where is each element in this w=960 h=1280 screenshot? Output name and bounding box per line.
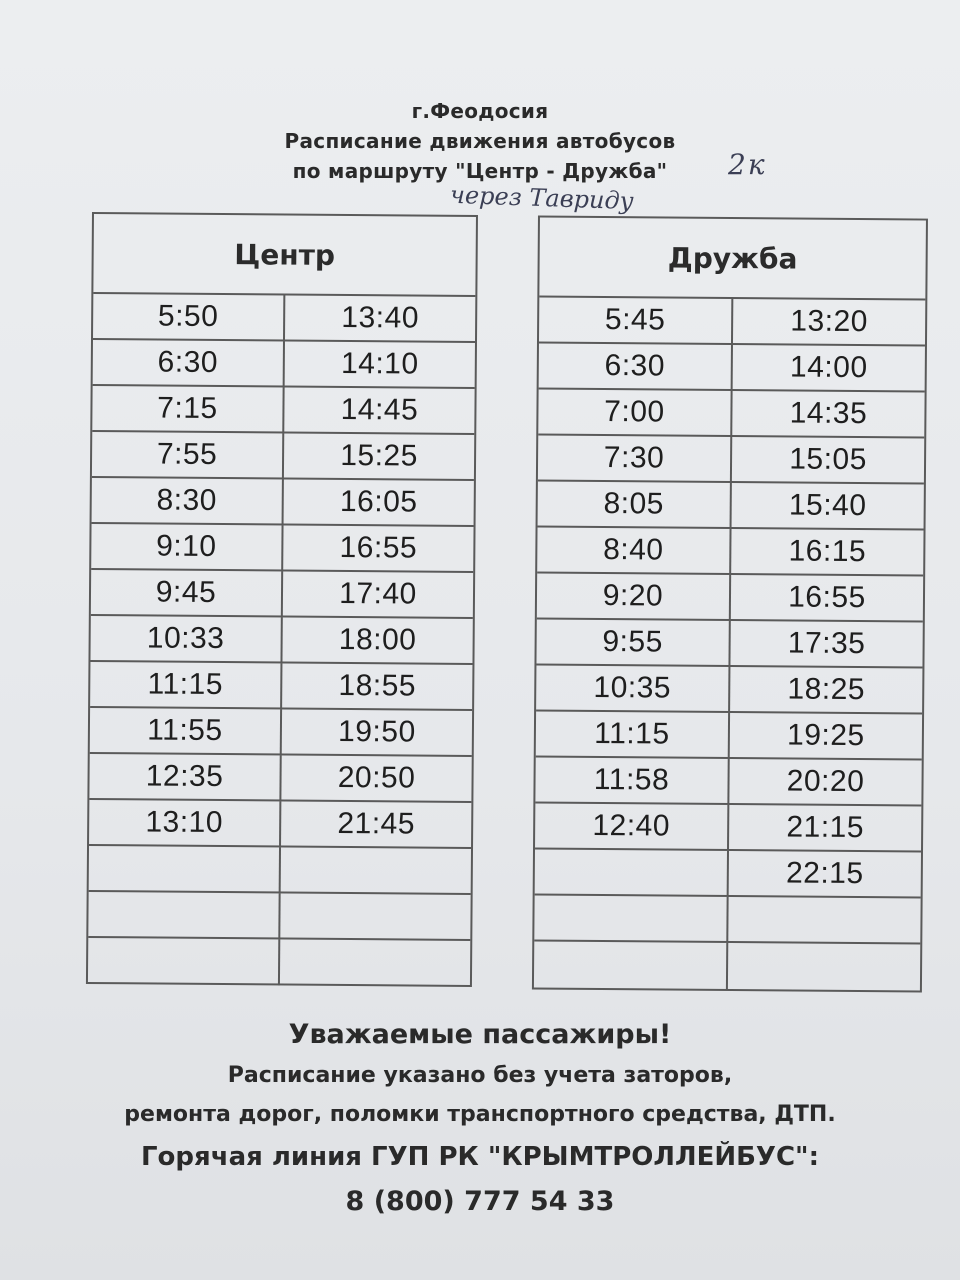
- time-rows: [88, 294, 475, 987]
- table-row: [92, 432, 474, 481]
- departure-time: [281, 848, 471, 893]
- departure-time: 14:35: [789, 396, 868, 431]
- departure-time: 13:20: [790, 304, 869, 339]
- departure-time: 10:33: [90, 616, 282, 662]
- departure-time: 7:15: [92, 386, 284, 432]
- table-row: [91, 570, 473, 619]
- table-row: [536, 666, 922, 715]
- departure-time: [88, 938, 280, 986]
- table-row: [89, 754, 471, 803]
- departure-time: [534, 941, 728, 989]
- table-row: [534, 941, 920, 990]
- header: [0, 96, 960, 186]
- greeting: Уважаемые пассажиры!: [288, 1019, 672, 1050]
- departure-time: 14:45: [340, 392, 419, 427]
- departure-time: 18:00: [338, 622, 417, 657]
- panel-heading: Центр: [93, 214, 476, 297]
- departure-time: 19:50: [338, 714, 416, 749]
- table-row: [536, 712, 922, 761]
- departure-time: 8:05: [538, 482, 732, 528]
- departure-time: [89, 846, 281, 892]
- note-line-2: ремонта дорог, поломки транспортного средства, ДТП.: [124, 1102, 836, 1127]
- departure-time: 19:25: [786, 718, 865, 753]
- table-row: [90, 708, 472, 757]
- departure-time: 18:25: [787, 672, 866, 707]
- departure-time: 16:55: [339, 530, 418, 565]
- table-row: [88, 938, 470, 987]
- footer-notice: [0, 1014, 960, 1224]
- departure-time: 11:58: [535, 758, 729, 804]
- departure-time: 16:05: [339, 484, 418, 519]
- panel-heading: Дружба: [539, 218, 926, 301]
- table-row: [539, 298, 925, 347]
- departure-time: 11:15: [90, 662, 282, 708]
- table-row: [538, 436, 924, 485]
- departure-time: 6:30: [539, 344, 733, 390]
- table-row: [92, 478, 474, 527]
- departure-time: [280, 894, 470, 939]
- departure-time: 13:10: [89, 800, 281, 846]
- departure-time: 12:35: [89, 754, 281, 800]
- table-row: [89, 846, 471, 895]
- table-row: [90, 662, 472, 711]
- departure-time: 9:55: [536, 620, 730, 666]
- table-row: [93, 340, 475, 389]
- departure-time: 11:15: [536, 712, 730, 758]
- table-row: [539, 344, 925, 393]
- handwritten-via-note: через Тавриду: [449, 180, 635, 216]
- departure-time: 12:40: [535, 804, 729, 850]
- departure-time: 5:50: [93, 294, 285, 340]
- departure-time: [88, 892, 280, 938]
- departure-time: [728, 897, 920, 943]
- departure-time: 9:20: [537, 574, 731, 620]
- table-row: [89, 800, 471, 849]
- departure-time: 7:55: [92, 432, 284, 478]
- departure-time: [534, 895, 728, 941]
- departure-time: 20:50: [337, 760, 416, 795]
- table-row: [92, 386, 474, 435]
- note-line-1: Расписание указано без учета заторов,: [227, 1063, 733, 1088]
- departure-time: 22:15: [785, 856, 864, 891]
- departure-time: 7:00: [538, 390, 732, 436]
- handwritten-route-number: 2к: [728, 148, 767, 181]
- table-row: [536, 620, 922, 669]
- departure-time: 15:40: [788, 488, 867, 523]
- departure-time: [728, 943, 920, 991]
- departure-time: 14:00: [789, 350, 868, 385]
- departure-time: [280, 940, 470, 987]
- departure-time: 11:55: [90, 708, 282, 754]
- departure-time: 14:10: [340, 346, 419, 381]
- city-name: г.Феодосия: [411, 99, 549, 123]
- departure-time: 16:15: [788, 534, 867, 569]
- departure-time: 10:35: [536, 666, 730, 712]
- departure-time: 8:30: [92, 478, 284, 524]
- hotline-label: Горячая линия ГУП РК "КРЫМТРОЛЛЕЙБУС":: [140, 1142, 819, 1172]
- table-row: [537, 574, 923, 623]
- table-row: [537, 528, 923, 577]
- departure-time: 9:10: [91, 524, 283, 570]
- departure-time: 18:55: [338, 668, 417, 703]
- table-row: [90, 616, 472, 665]
- table-row: [538, 482, 924, 531]
- departure-time: 5:45: [539, 298, 733, 344]
- departure-time: 21:15: [786, 810, 865, 845]
- departure-time: 17:40: [339, 576, 417, 611]
- departure-time: 17:35: [787, 626, 866, 661]
- departure-time: [535, 849, 729, 895]
- table-row: [91, 524, 473, 573]
- departure-time: 8:40: [537, 528, 731, 574]
- schedule-panel-center: [86, 212, 478, 987]
- departure-time: 6:30: [93, 340, 285, 386]
- departure-time: 21:45: [337, 806, 416, 841]
- timetable: [86, 212, 928, 993]
- departure-time: 15:25: [340, 438, 419, 473]
- table-row: [93, 294, 475, 343]
- departure-time: 20:20: [786, 764, 865, 799]
- table-row: [535, 758, 921, 807]
- table-row: [534, 895, 920, 944]
- table-row: [538, 390, 924, 439]
- table-row: [535, 804, 921, 853]
- table-row: [535, 849, 921, 898]
- schedule-panel-druzhba: [532, 216, 928, 993]
- route-name: по маршруту "Центр - Дружба": [292, 159, 668, 183]
- departure-time: 9:45: [91, 570, 283, 616]
- schedule-title: Расписание движения автобусов: [284, 129, 676, 153]
- time-rows: [534, 298, 925, 991]
- table-row: [88, 892, 470, 941]
- departure-time: 15:05: [789, 442, 867, 477]
- departure-time: 7:30: [538, 436, 732, 482]
- departure-time: 13:40: [341, 300, 420, 335]
- departure-time: 16:55: [788, 580, 866, 615]
- hotline-phone: 8 (800) 777 54 33: [345, 1186, 615, 1217]
